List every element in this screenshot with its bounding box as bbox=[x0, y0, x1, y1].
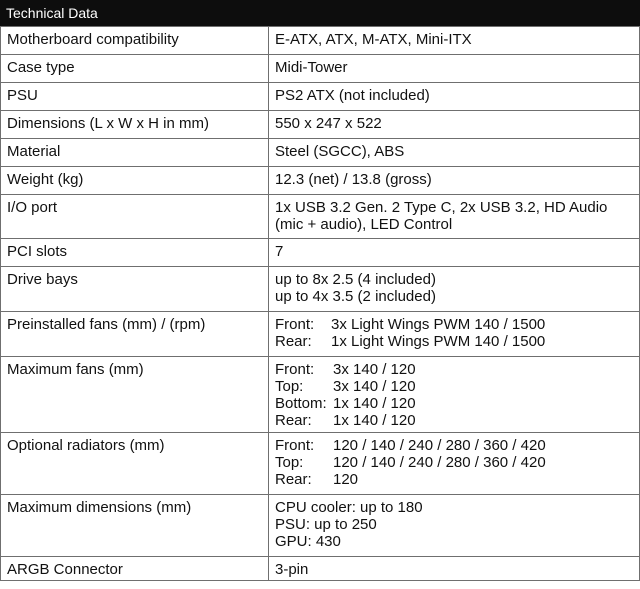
table-row bbox=[1, 55, 640, 83]
table-row bbox=[1, 557, 640, 581]
spec-value: PS2 ATX (not included) bbox=[269, 83, 640, 111]
value-text: 120 / 140 / 240 / 280 / 360 / 420 bbox=[333, 437, 546, 454]
spec-label: Maximum fans (mm) bbox=[1, 357, 269, 433]
spec-value bbox=[269, 195, 640, 239]
spec-value: E-ATX, ATX, M-ATX, Mini-ITX bbox=[269, 27, 640, 55]
value-line: 1x USB 3.2 Gen. 2 Type C, 2x USB 3.2, HD Audio bbox=[275, 199, 608, 216]
value-line: CPU cooler: up to 180 bbox=[275, 499, 423, 516]
value-line bbox=[275, 471, 633, 488]
value-key: Rear: bbox=[275, 471, 312, 488]
value-key: Front: bbox=[275, 361, 315, 378]
value-text: 1x 140 / 120 bbox=[333, 395, 416, 412]
spec-label: Optional radiators (mm) bbox=[1, 433, 269, 495]
value-text: 120 / 140 / 240 / 280 / 360 / 420 bbox=[333, 454, 546, 471]
spec-label: Weight (kg) bbox=[1, 167, 269, 195]
spec-label: I/O port bbox=[1, 195, 269, 239]
table-row bbox=[1, 357, 640, 433]
spec-table bbox=[0, 26, 640, 581]
value-line: up to 4x 3.5 (2 included) bbox=[275, 288, 436, 305]
table-row bbox=[1, 27, 640, 55]
value-line: GPU: 430 bbox=[275, 533, 341, 550]
spec-label: ARGB Connector bbox=[1, 557, 269, 581]
spec-value: 7 bbox=[269, 239, 640, 267]
value-line bbox=[275, 454, 633, 471]
value-key: Bottom: bbox=[275, 395, 327, 412]
spec-label: Preinstalled fans (mm) / (rpm) bbox=[1, 312, 269, 357]
value-line: PSU: up to 250 bbox=[275, 516, 377, 533]
spec-label: Case type bbox=[1, 55, 269, 83]
value-text: 1x 140 / 120 bbox=[333, 412, 416, 429]
spec-label: Dimensions (L x W x H in mm) bbox=[1, 111, 269, 139]
spec-value bbox=[269, 433, 640, 495]
spec-label: PCI slots bbox=[1, 239, 269, 267]
table-row bbox=[1, 195, 640, 239]
table-row bbox=[1, 495, 640, 557]
section-header: Technical Data bbox=[0, 0, 640, 26]
spec-value bbox=[269, 267, 640, 312]
spec-value: 12.3 (net) / 13.8 (gross) bbox=[269, 167, 640, 195]
table-row bbox=[1, 139, 640, 167]
value-key: Front: bbox=[275, 437, 315, 454]
spec-value: 550 x 247 x 522 bbox=[269, 111, 640, 139]
value-line bbox=[275, 412, 633, 429]
table-row bbox=[1, 167, 640, 195]
spec-label: Material bbox=[1, 139, 269, 167]
value-text: 3x Light Wings PWM 140 / 1500 bbox=[331, 316, 546, 333]
spec-value: Steel (SGCC), ABS bbox=[269, 139, 640, 167]
value-line bbox=[275, 333, 633, 350]
spec-value bbox=[269, 357, 640, 433]
spec-value bbox=[269, 495, 640, 557]
value-key: Rear: bbox=[275, 333, 312, 350]
value-text: 120 bbox=[333, 471, 359, 488]
value-line bbox=[275, 316, 633, 333]
table-row bbox=[1, 83, 640, 111]
spec-value: 3-pin bbox=[269, 557, 640, 581]
spec-label: PSU bbox=[1, 83, 269, 111]
spec-value: Midi-Tower bbox=[269, 55, 640, 83]
table-row bbox=[1, 111, 640, 139]
table-row bbox=[1, 312, 640, 357]
value-line bbox=[275, 395, 633, 412]
value-line bbox=[275, 437, 633, 454]
value-key: Top: bbox=[275, 378, 304, 395]
value-line bbox=[275, 361, 633, 378]
value-line: (mic + audio), LED Control bbox=[275, 216, 453, 233]
value-key: Front: bbox=[275, 316, 315, 333]
spec-label: Motherboard compatibility bbox=[1, 27, 269, 55]
table-row bbox=[1, 239, 640, 267]
spec-value bbox=[269, 312, 640, 357]
value-text: 1x Light Wings PWM 140 / 1500 bbox=[331, 333, 546, 350]
value-line bbox=[275, 378, 633, 395]
value-text: 3x 140 / 120 bbox=[333, 361, 416, 378]
value-key: Rear: bbox=[275, 412, 312, 429]
value-line: up to 8x 2.5 (4 included) bbox=[275, 271, 436, 288]
spec-label: Maximum dimensions (mm) bbox=[1, 495, 269, 557]
table-row bbox=[1, 267, 640, 312]
value-key: Top: bbox=[275, 454, 304, 471]
table-row bbox=[1, 433, 640, 495]
value-text: 3x 140 / 120 bbox=[333, 378, 416, 395]
spec-label: Drive bays bbox=[1, 267, 269, 312]
